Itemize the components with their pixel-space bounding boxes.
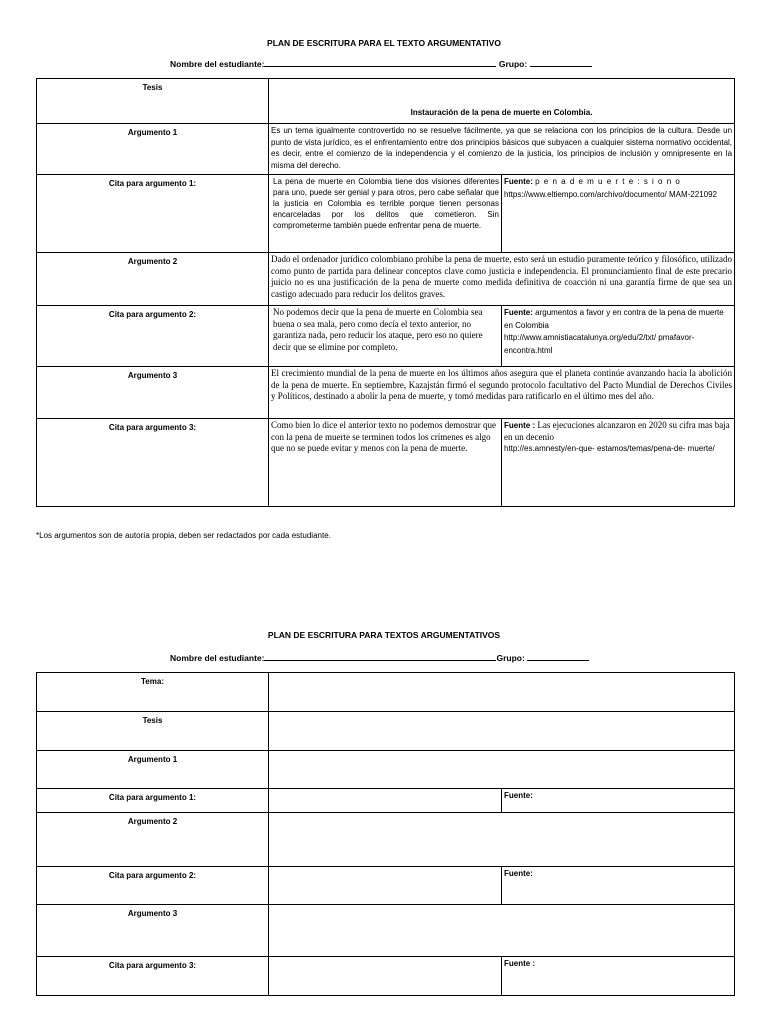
fuente2-cell — [502, 306, 735, 367]
fuente3-cell — [502, 419, 735, 507]
fuente1-field[interactable] — [502, 789, 735, 813]
tesis-field[interactable] — [269, 712, 735, 751]
group-field[interactable] — [530, 58, 592, 67]
form1-title: PLAN DE ESCRITURA PARA EL TEXTO ARGUMENTATIVO — [267, 38, 501, 48]
fuente2-label: Fuente: — [504, 869, 533, 878]
student-name-field[interactable] — [264, 58, 496, 67]
arg3-field[interactable] — [269, 905, 735, 957]
student-name-label: Nombre del estudiante: — [170, 59, 265, 69]
arg2-text: Dado el ordenador jurídico colombiano prohíbe la pena de muerte, esto será un estudio puramente teórico y filosófico, utilizado como punto de partida para delinear conceptos clave como justicia e independencia. El pronunciamiento final de este precario juicio no es una justificación de la pena de muerte como medida definitiva de coacción ni una garantía firme de que sea un castigo adecuado para reducir los delitos graves. — [269, 253, 735, 306]
table-row — [37, 789, 735, 813]
cita3-text: Como bien lo dice el anterior texto no podemos demostrar que con la pena de muerte se terminen todos los crímenes es algo que no se puede evitar y menos con la pena de muerte. — [269, 419, 502, 507]
fuente2-field[interactable] — [502, 867, 735, 905]
fuente1-cell — [502, 175, 735, 253]
cita2-text: No podemos decir que la pena de muerte en Colombia sea buena o sea mala, pero como decía el texto anterior, no garantiza nada, pero reducir los ataque, pero eso no quiere decir que se elimine por completo. — [269, 306, 502, 367]
table-row — [37, 957, 735, 996]
table-row — [37, 867, 735, 905]
tesis-label: Tesis — [37, 79, 269, 124]
tesis-label: Tesis — [37, 712, 269, 751]
cita1-label: Cita para argumento 1: — [37, 789, 269, 813]
fuente3-label: Fuente : — [504, 421, 536, 430]
tema-label: Tema: — [37, 673, 269, 712]
table-row — [37, 419, 735, 507]
group-field[interactable] — [527, 652, 589, 661]
cita1-text: La pena de muerte en Colombia tiene dos visiones diferentes para uno, puede ser genial y para otros, pero cabe señalar que la justicia en Colombia es terrible porque tienen personas encarceladas por los delitos que cometieron. Sin comprometerme también puede enfrentar pena de muerte. — [269, 175, 502, 253]
cita3-field[interactable] — [269, 957, 502, 996]
group-label: Grupo: — [498, 59, 528, 69]
table-row — [37, 751, 735, 789]
arg3-label: Argumento 3 — [37, 367, 269, 419]
arg3-text: El crecimiento mundial de la pena de muerte en los últimos años asegura que el planeta continúe avanzando hacia la abolición de la pena de muerte. En septiembre, Kazajstán firmó el segundo protocolo facultativo del Pacto Mundial de Derechos Civiles y Políticos, destinado a abolir la pena de muerte, y tomó medidas para ratificarlo en el último mes del año. — [269, 367, 735, 419]
table-row — [37, 175, 735, 253]
fuente3-text: Las ejecuciones alcanzaron en 2020 su cifra mas baja en un decenio — [504, 420, 730, 442]
tema-field[interactable] — [269, 673, 735, 712]
table-row — [37, 905, 735, 957]
fuente1-text: p e n a d e m u e r t e : s i o n o — [535, 177, 681, 186]
table-row — [37, 79, 735, 124]
arg1-field[interactable] — [269, 751, 735, 789]
fuente2-url[interactable]: http://www.amnistiacatalunya.org/edu/2/txt/ pmafavor-encontra.html — [504, 333, 695, 355]
arg2-label: Argumento 2 — [37, 253, 269, 306]
cita2-label: Cita para argumento 2: — [37, 867, 269, 905]
arg2-label: Argumento 2 — [37, 813, 269, 867]
fuente3-label: Fuente : — [504, 959, 536, 968]
group-label: Grupo: — [496, 653, 525, 663]
fuente2-label: Fuente: — [504, 308, 533, 317]
arg2-field[interactable] — [269, 813, 735, 867]
table-row — [37, 306, 735, 367]
student-name-label: Nombre del estudiante: — [170, 653, 265, 663]
arg1-text: Es un tema igualmente controvertido no se resuelve fácilmente, ya que se relaciona con los principios de la cultura. Desde un punto de vista jurídico, es el enfrentamiento entre dos principios básicos que subyacen a cualquier sistema normativo occidental, es decir, entre el comienzo de la independencia y el comienzo de la justicia, los principios de inclusión y omnipresente en la misma del derecho. — [269, 124, 735, 175]
fuente2-text: argumentos a favor y en contra de la pena de muerte en Colombia — [504, 308, 724, 330]
fuente1-url[interactable]: https://www.eltiempo.com/archivo/documento/ MAM-221092 — [504, 189, 717, 199]
cita2-field[interactable] — [269, 867, 502, 905]
fuente1-label: Fuente: — [504, 177, 533, 186]
cita2-label: Cita para argumento 2: — [37, 306, 269, 367]
authorship-note: *Los argumentos son de autoría propia, deben ser redactados por cada estudiante. — [36, 531, 331, 540]
cita1-label: Cita para argumento 1: — [37, 175, 269, 253]
table-row — [37, 253, 735, 306]
table-row — [37, 124, 735, 175]
student-name-field[interactable] — [264, 652, 496, 661]
table-row — [37, 673, 735, 712]
fuente3-field[interactable] — [502, 957, 735, 996]
table-row — [37, 367, 735, 419]
arg3-label: Argumento 3 — [37, 905, 269, 957]
cita1-field[interactable] — [269, 789, 502, 813]
arg1-label: Argumento 1 — [37, 751, 269, 789]
form2-student-line — [170, 652, 589, 663]
tesis-text: Instauración de la pena de muerte en Colombia. — [269, 79, 735, 124]
table-row — [37, 813, 735, 867]
cita3-label: Cita para argumento 3: — [37, 419, 269, 507]
fuente1-label: Fuente: — [504, 791, 533, 800]
table-row — [37, 712, 735, 751]
arg1-label: Argumento 1 — [37, 124, 269, 175]
cita3-label: Cita para argumento 3: — [37, 957, 269, 996]
fuente3-url[interactable]: http://es.amnesty/en-que- estamos/temas/pena-de- muerte/ — [504, 444, 715, 453]
form2-table — [36, 672, 735, 996]
form2-title: PLAN DE ESCRITURA PARA TEXTOS ARGUMENTATIVOS — [267, 630, 501, 640]
form1-table — [36, 78, 735, 507]
form1-student-line — [170, 58, 592, 69]
